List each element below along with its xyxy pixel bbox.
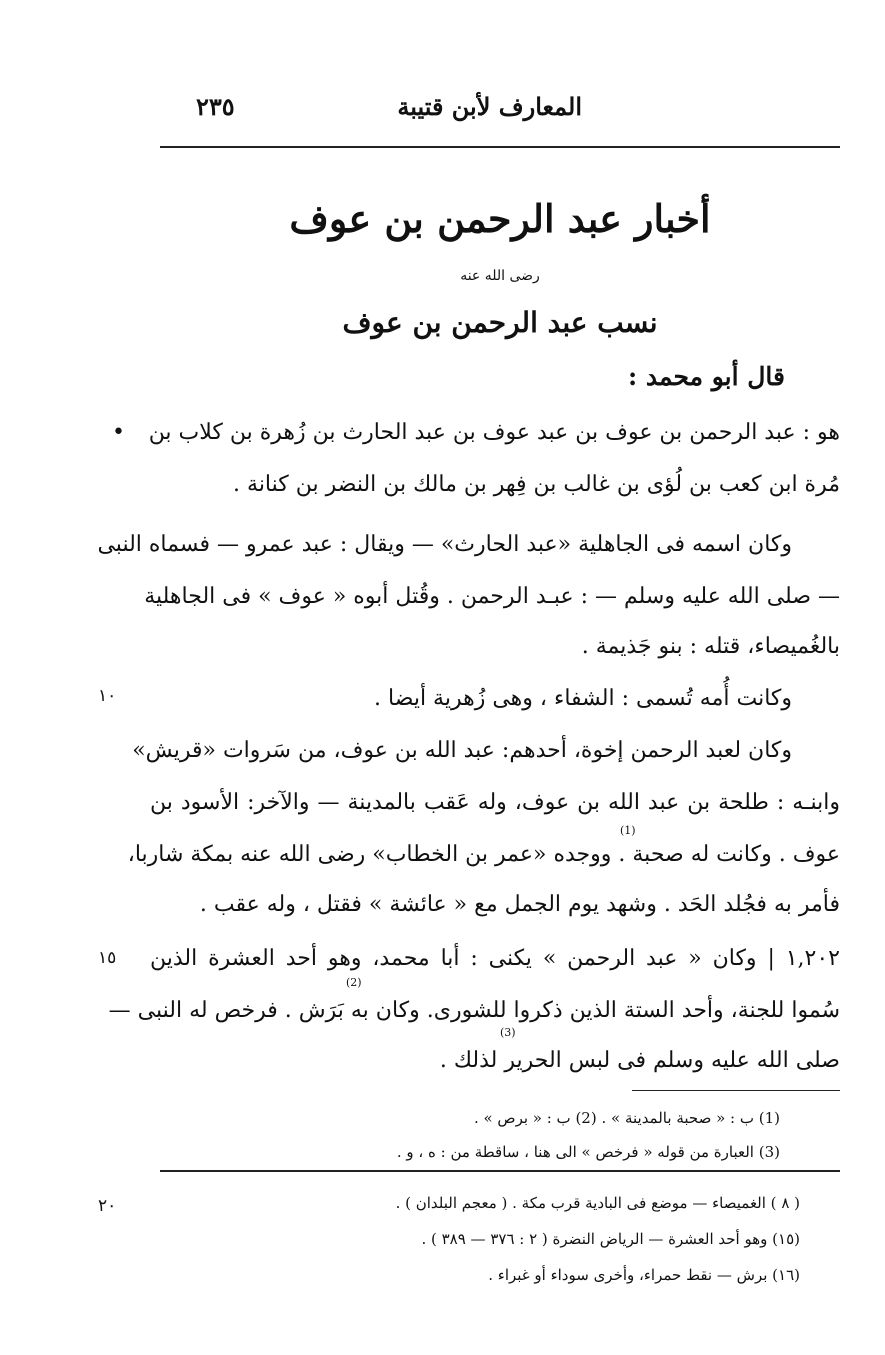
running-header <box>160 92 840 132</box>
body-line: سُموا للجنة، وأحد الستة الذين ذكروا للشورى. وكان به بَرَش . فرخص له النبى — <box>108 998 840 1023</box>
speaker-line: قال أبو محمد : <box>628 362 785 391</box>
header-rule <box>160 146 840 148</box>
body-line: فأمر به فجُلد الحَد . وشهد يوم الجمل مع « عائشة » فقتل ، وله عقب . <box>199 892 840 917</box>
body-line: مُرة ابن كعب بن لُؤى بن غالب بن فِهر بن مالك بن النضر بن كنانة . <box>233 472 840 497</box>
margin-marker: • <box>112 420 125 445</box>
margin-line-number: ٢٠ <box>98 1196 117 1216</box>
body-line: وكانت أُمه تُسمى : الشفاء ، وهى زُهرية أيضا . <box>374 686 792 711</box>
body-line: — صلى الله عليه وسلم — : عبـد الرحمن . وقُتل أبوه « عوف » فى الجاهلية <box>144 584 840 609</box>
footnote-line: (1) ب : « صحبة بالمدينة » . (2) ب : « برص » . <box>473 1109 780 1127</box>
footnote-ref-2: (2) <box>346 976 362 989</box>
body-line: بالغُميصاء، قتله : بنو جَذيمة . <box>581 634 840 659</box>
body-line: وابنـه : طلحة بن عبد الله بن عوف، وله عَقب بالمدينة — والآخر: الأسود بن <box>150 790 840 815</box>
page-number: ٢٣٥ <box>196 92 235 121</box>
body-line: وكان لعبد الرحمن إخوة، أحدهم: عبد الله بن عوف، من سَروات «قريش» <box>132 738 792 763</box>
body-line: وكان اسمه فى الجاهلية «عبد الحارث» — ويقال : عبد عمرو — فسماه النبى <box>97 532 792 557</box>
body-line: هو : عبد الرحمن بن عوف بن عبد عوف بن عبد الحارث بن زُهرة بن كلاب بن <box>148 420 840 445</box>
chapter-subtitle: رضى الله عنه <box>460 268 540 284</box>
footnote-ref-1: (1) <box>620 824 636 837</box>
chapter-title: أخبار عبد الرحمن بن عوف <box>289 196 711 241</box>
annotation-line: ( ٨ ) الغميصاء — موضع فى البادية قرب مكة . ( معجم البلدان ) . <box>395 1194 800 1212</box>
section-heading: نسب عبد الرحمن بن عوف <box>342 306 658 339</box>
margin-line-number: ١٥ <box>98 948 117 968</box>
footnote-rule <box>632 1090 840 1091</box>
annotation-line: (١٥) وهو أحد العشرة — الرياض النضرة ( ٢ : ٣٧٦ — ٣٨٩ ) . <box>421 1230 800 1248</box>
body-line: ١,٢٠٢ | وكان « عبد الرحمن » يكنى : أبا محمد، وهو أحد العشرة الذين <box>150 946 840 971</box>
footnote-line: (3) العبارة من قوله « فرخص » الى هنا ، ساقطة من : ه ، و . <box>396 1143 780 1161</box>
margin-line-number: ١٠ <box>98 686 117 706</box>
body-line: عوف . وكانت له صحبة . ووجده «عمر بن الخطاب» رضى الله عنه بمكة شاربا، <box>127 842 840 867</box>
annotation-rule <box>160 1170 840 1172</box>
annotation-line: (١٦) برش — نقط حمراء، وأخرى سوداء أو غبراء . <box>488 1266 800 1284</box>
footnote-ref-3: (3) <box>500 1026 516 1039</box>
running-title: المعارف لأبن قتيبة <box>397 92 582 121</box>
body-line: صلى الله عليه وسلم فى لبس الحرير لذلك . <box>439 1048 840 1073</box>
